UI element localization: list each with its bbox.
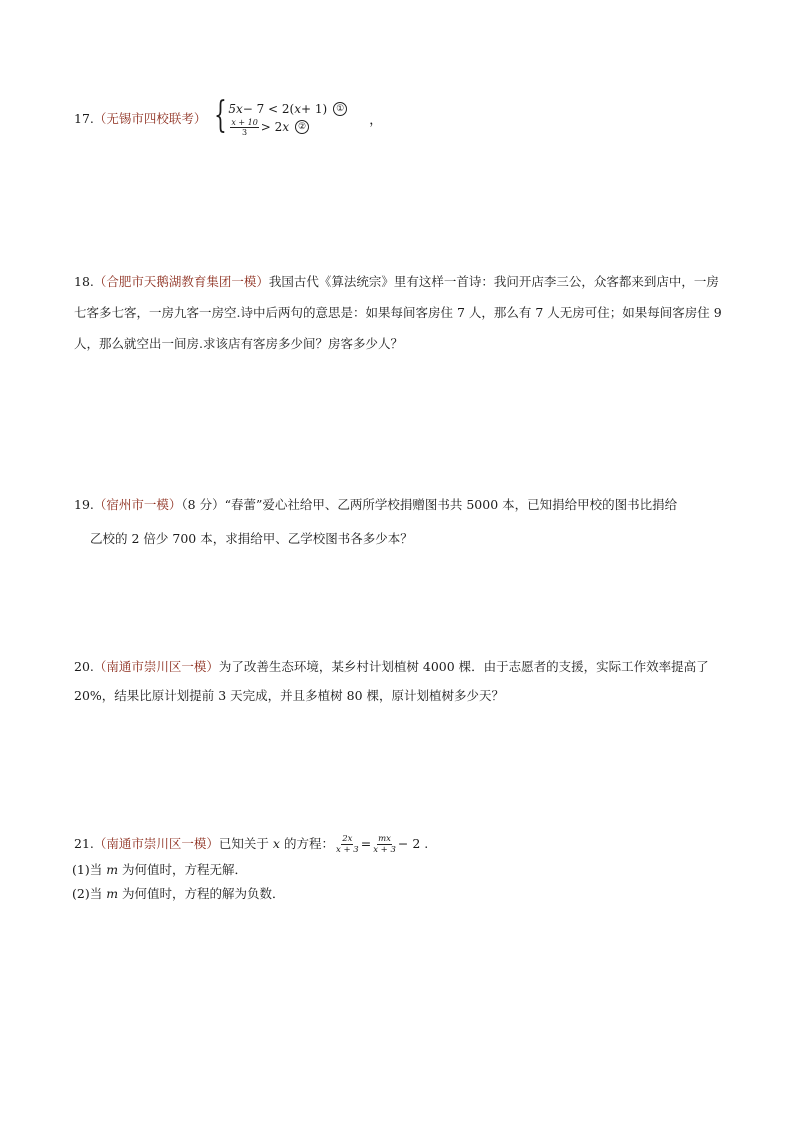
question-number: 18. [74, 274, 94, 289]
inequality-1: 5x − 7 < 2( x + 1) ① [228, 100, 347, 118]
question-17 [74, 95, 724, 137]
inequality-2: $\frac{x + 10}{3}$ > 2 x ② [228, 118, 347, 136]
question-number: 19. [74, 497, 94, 512]
fraction: $\frac{x + 10}{3}$ [231, 117, 258, 137]
question-stem: 21. （南通市崇川区一模） 已知关于 x 的方程： $\frac{2x}{x + 3}$ = $\frac{mx}{x + 3}$ − 2 . [74, 830, 724, 858]
circled-1: ① [333, 102, 347, 116]
question-source: （南通市崇川区一模） [93, 659, 219, 674]
question-text-line2: 乙校的 2 倍少 700 本，求捐给甲、乙学校图书各多少本？ [90, 531, 413, 546]
question-20 [74, 652, 724, 710]
trailing-comma: ， [369, 112, 383, 128]
question-source: （无锡市四校联考） [93, 111, 207, 126]
question-source: （南通市崇川区一模） [93, 836, 219, 851]
question-text-line1: （8 分）“春蕾”爱心社给甲、乙两所学校捐赠图书共 5000 本，已知捐给甲校的图书比捐给 [181, 497, 678, 512]
left-brace: { [214, 95, 228, 136]
sub-question-1: (1)当 m 为何值时，方程无解． [72, 862, 248, 877]
question-text: 为了改善生态环境，某乡村计划植树 4000 棵．由于志愿者的支援，实际工作效率提高了20%，结果比原计划提前 3 天完成，并且多植树 80 棵，原计划植树多少天？ [74, 659, 709, 703]
question-21 [74, 830, 724, 906]
question-number: 21. [74, 836, 94, 851]
question-number: 17. [74, 110, 94, 126]
question-text: 我国古代《算法统宗》里有这样一首诗：我问开店李三公，众客都来到店中，一房七客多七客，一房九客一房空.诗中后两句的意思是：如果每间客房住 7 人，那么有 7 人无房可住；如果每间客房住 9 人，那么就空出一间房.求该店有客房多少间？房客多少人？ [74, 274, 722, 351]
question-source: （合肥市天鹅湖教育集团一模） [93, 274, 269, 289]
question-source: （宿州市一模） [93, 497, 182, 512]
sub-question-2: (2)当 m 为何值时，方程的解为负数． [72, 886, 285, 901]
fraction-right: $\frac{mx}{x + 3}$ [373, 833, 396, 855]
question-number: 20. [74, 659, 94, 674]
question-18 [74, 266, 724, 359]
question-19 [74, 488, 724, 556]
variable-x: x [272, 836, 280, 851]
circled-2: ② [295, 120, 309, 134]
inequality-system [209, 95, 347, 137]
fraction-left: $\frac{2x}{x + 3}$ [335, 833, 359, 855]
